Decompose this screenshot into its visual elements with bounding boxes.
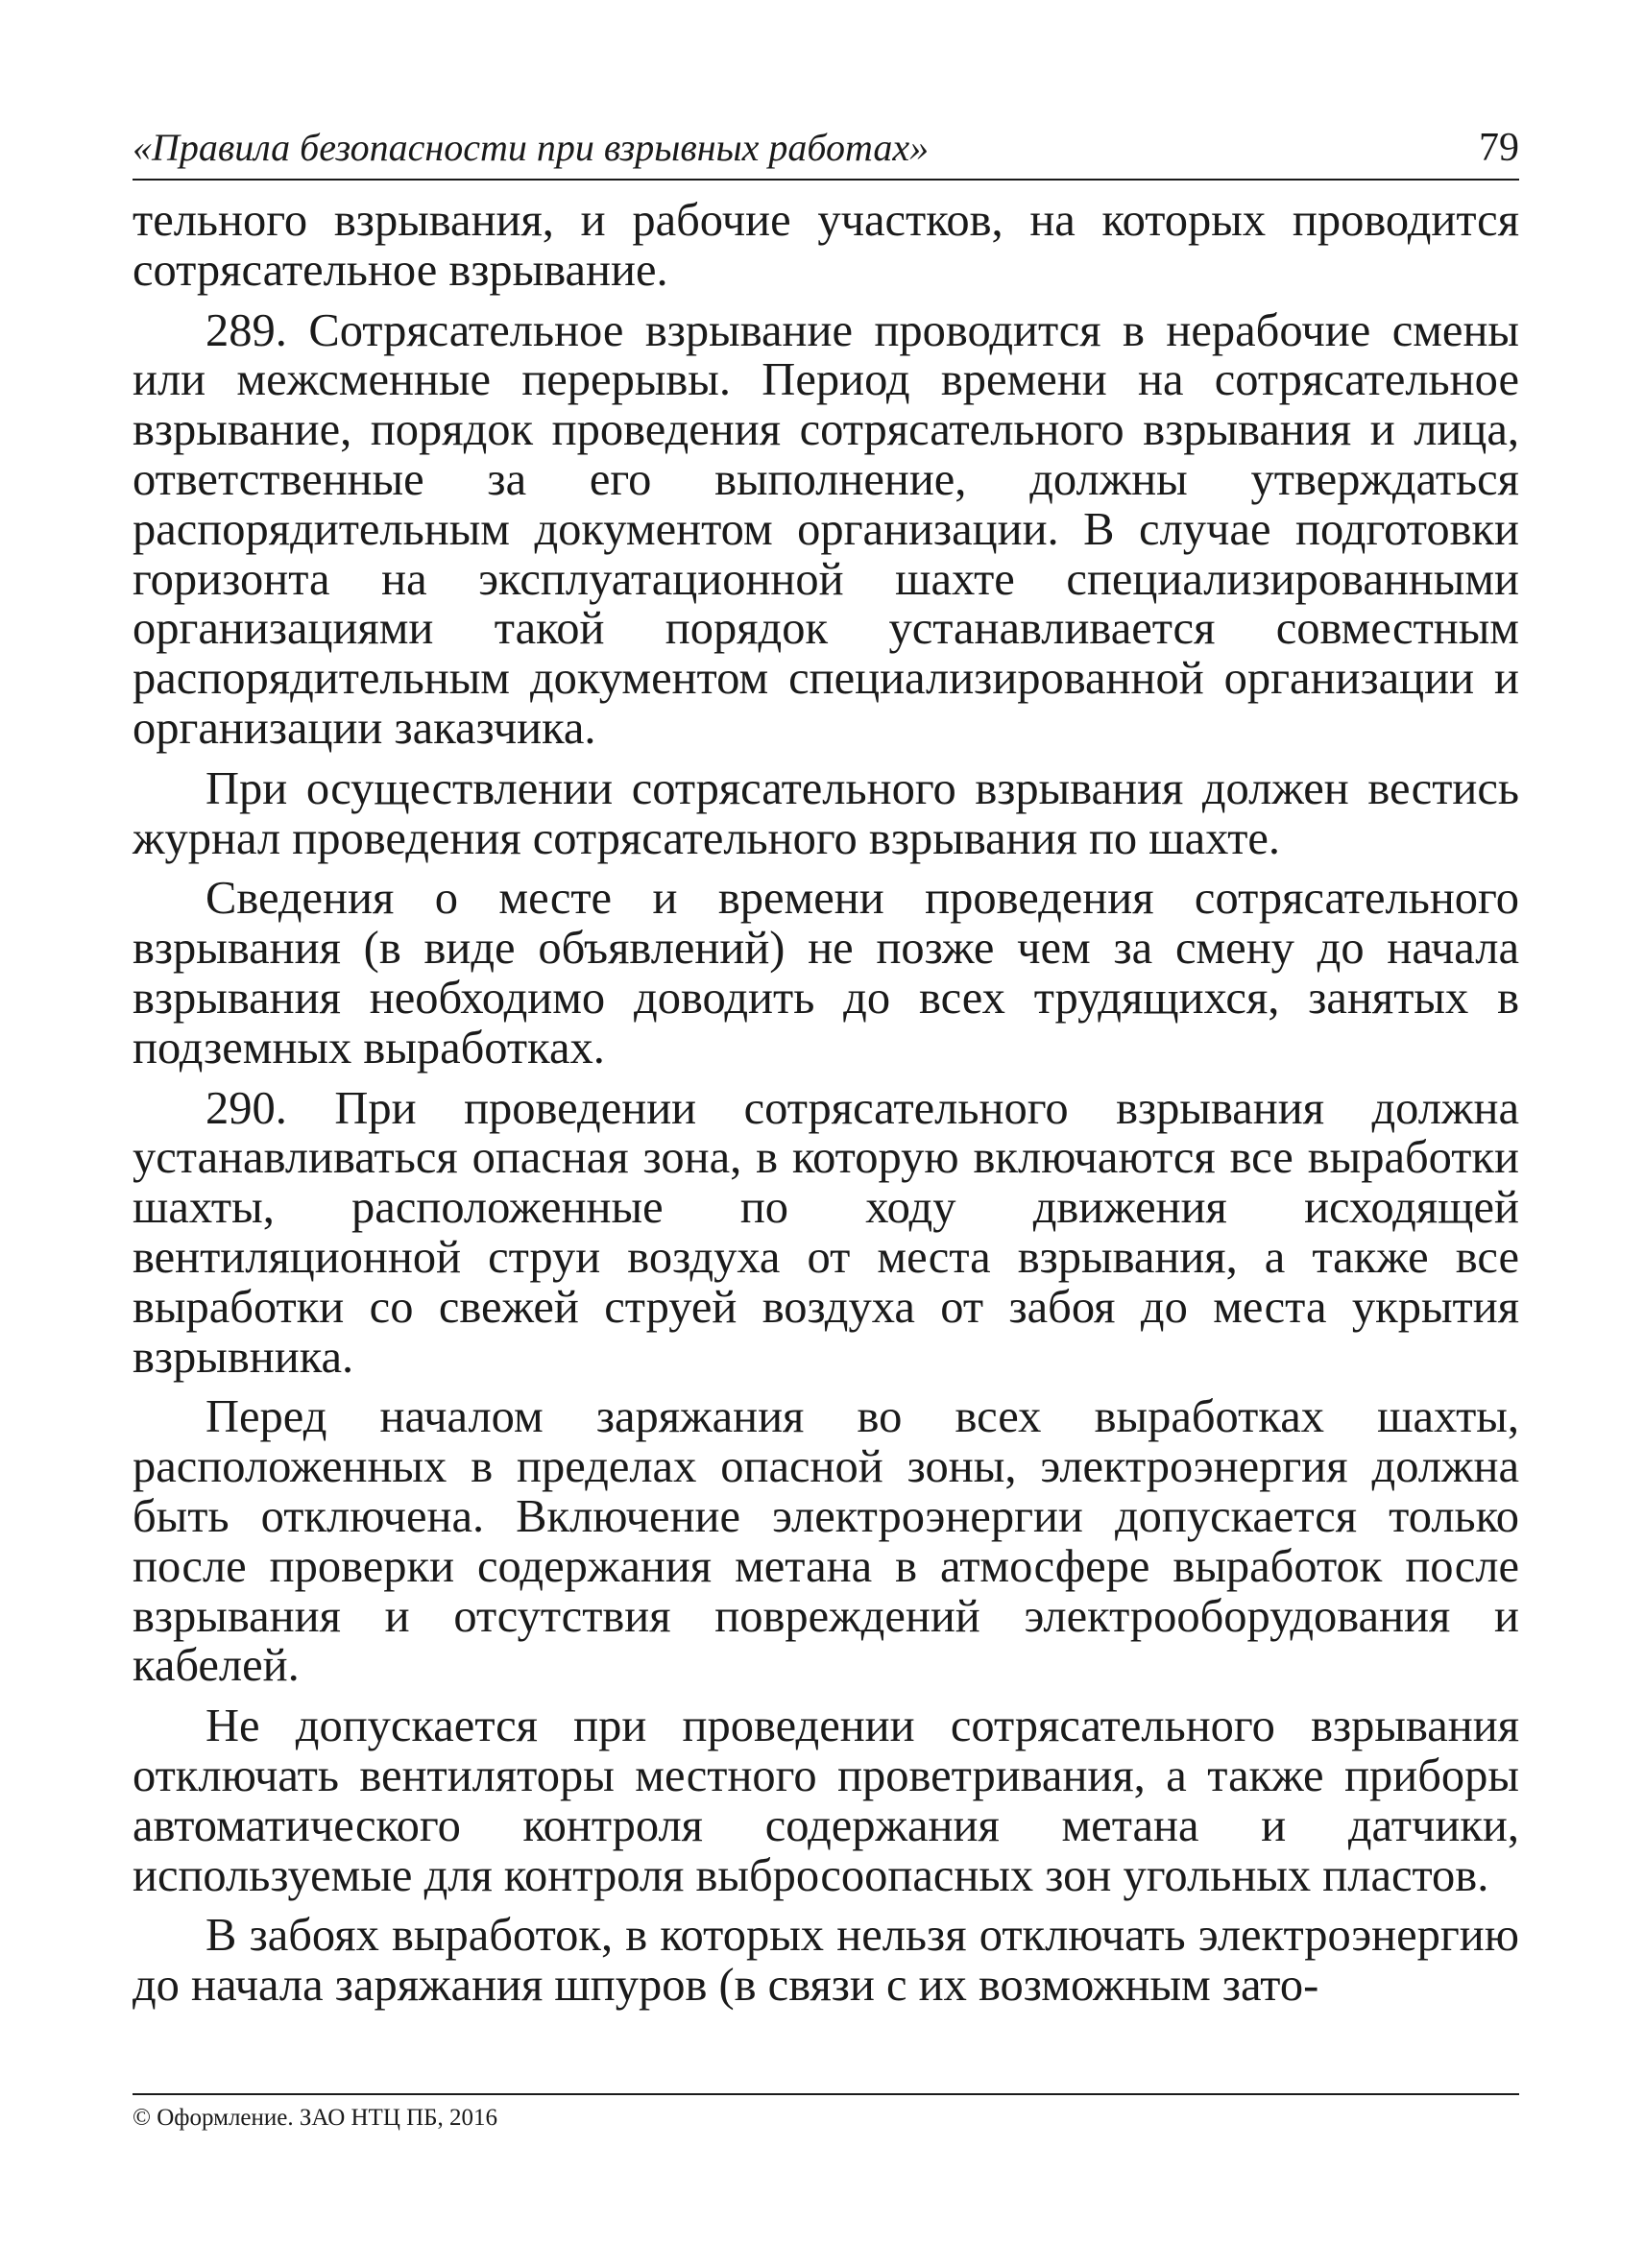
paragraph-continued: тельного взрывания, и рабочие участков, на которых проводится сотрясательное взрывание. (133, 195, 1519, 296)
running-header-title: «Правила безопасности при взрывных работах» (133, 126, 930, 169)
header-divider (133, 179, 1519, 181)
running-header (133, 123, 1519, 177)
paragraph-ventilation: Не допускается при проведении сотрясательного взрывания отключать вентиляторы местного проветривания, а также приборы автоматического контроля содержания метана и датчики, используемые для контроля выбросоопасных зон угольных пластов. (133, 1701, 1519, 1901)
paragraph-faces: В забоях выработок, в которых нельзя отключать электроэнергию до начала заряжания шпуров (в связи с их возможным зато- (133, 1910, 1519, 2012)
paragraph-journal: При осуществлении сотрясательного взрывания должен вестись журнал проведения сотрясательного взрывания по шахте. (133, 762, 1519, 864)
paragraph-289: 289. Сотрясательное взрывание проводится в нерабочие смены или межсменные перерывы. Период времени на сотрясательное взрывание, порядок проведения сотрясательного взрывания и лица, ответственные за его выполнение, должны утверждаться распорядительным документом организации. В случае подготовки горизонта на эксплуатационной шахте специализированными организациями такой порядок устанавливается совместным распорядительным документом специализированной организации и организации заказчика. (133, 304, 1519, 754)
paragraph-notice: Сведения о месте и времени проведения сотрясательного взрывания (в виде объявлений) не позже чем за смену до начала взрывания необходимо доводить до всех трудящихся, занятых в подземных выработках. (133, 873, 1519, 1074)
footer-copyright: © Оформление. ЗАО НТЦ ПБ, 2016 (133, 2105, 498, 2131)
body-text (133, 196, 1519, 2021)
footer-divider (133, 2093, 1519, 2095)
page-number: 79 (1479, 126, 1519, 170)
paragraph-290: 290. При проведении сотрясательного взрывания должна устанавливаться опасная зона, в которую включаются все выработки шахты, расположенные по ходу движения исходящей вентиляционной струи воздуха от места взрывания, а также все выработки со свежей струей воздуха от забоя до места укрытия взрывника. (133, 1082, 1519, 1383)
paragraph-power-off: Перед началом заряжания во всех выработках шахты, расположенных в пределах опасной зоны, электроэнергия должна быть отключена. Включение электроэнергии допускается только после проверки содержания метана в атмосфере выработок после взрывания и отсутствия повреждений электрооборудования и кабелей. (133, 1391, 1519, 1692)
